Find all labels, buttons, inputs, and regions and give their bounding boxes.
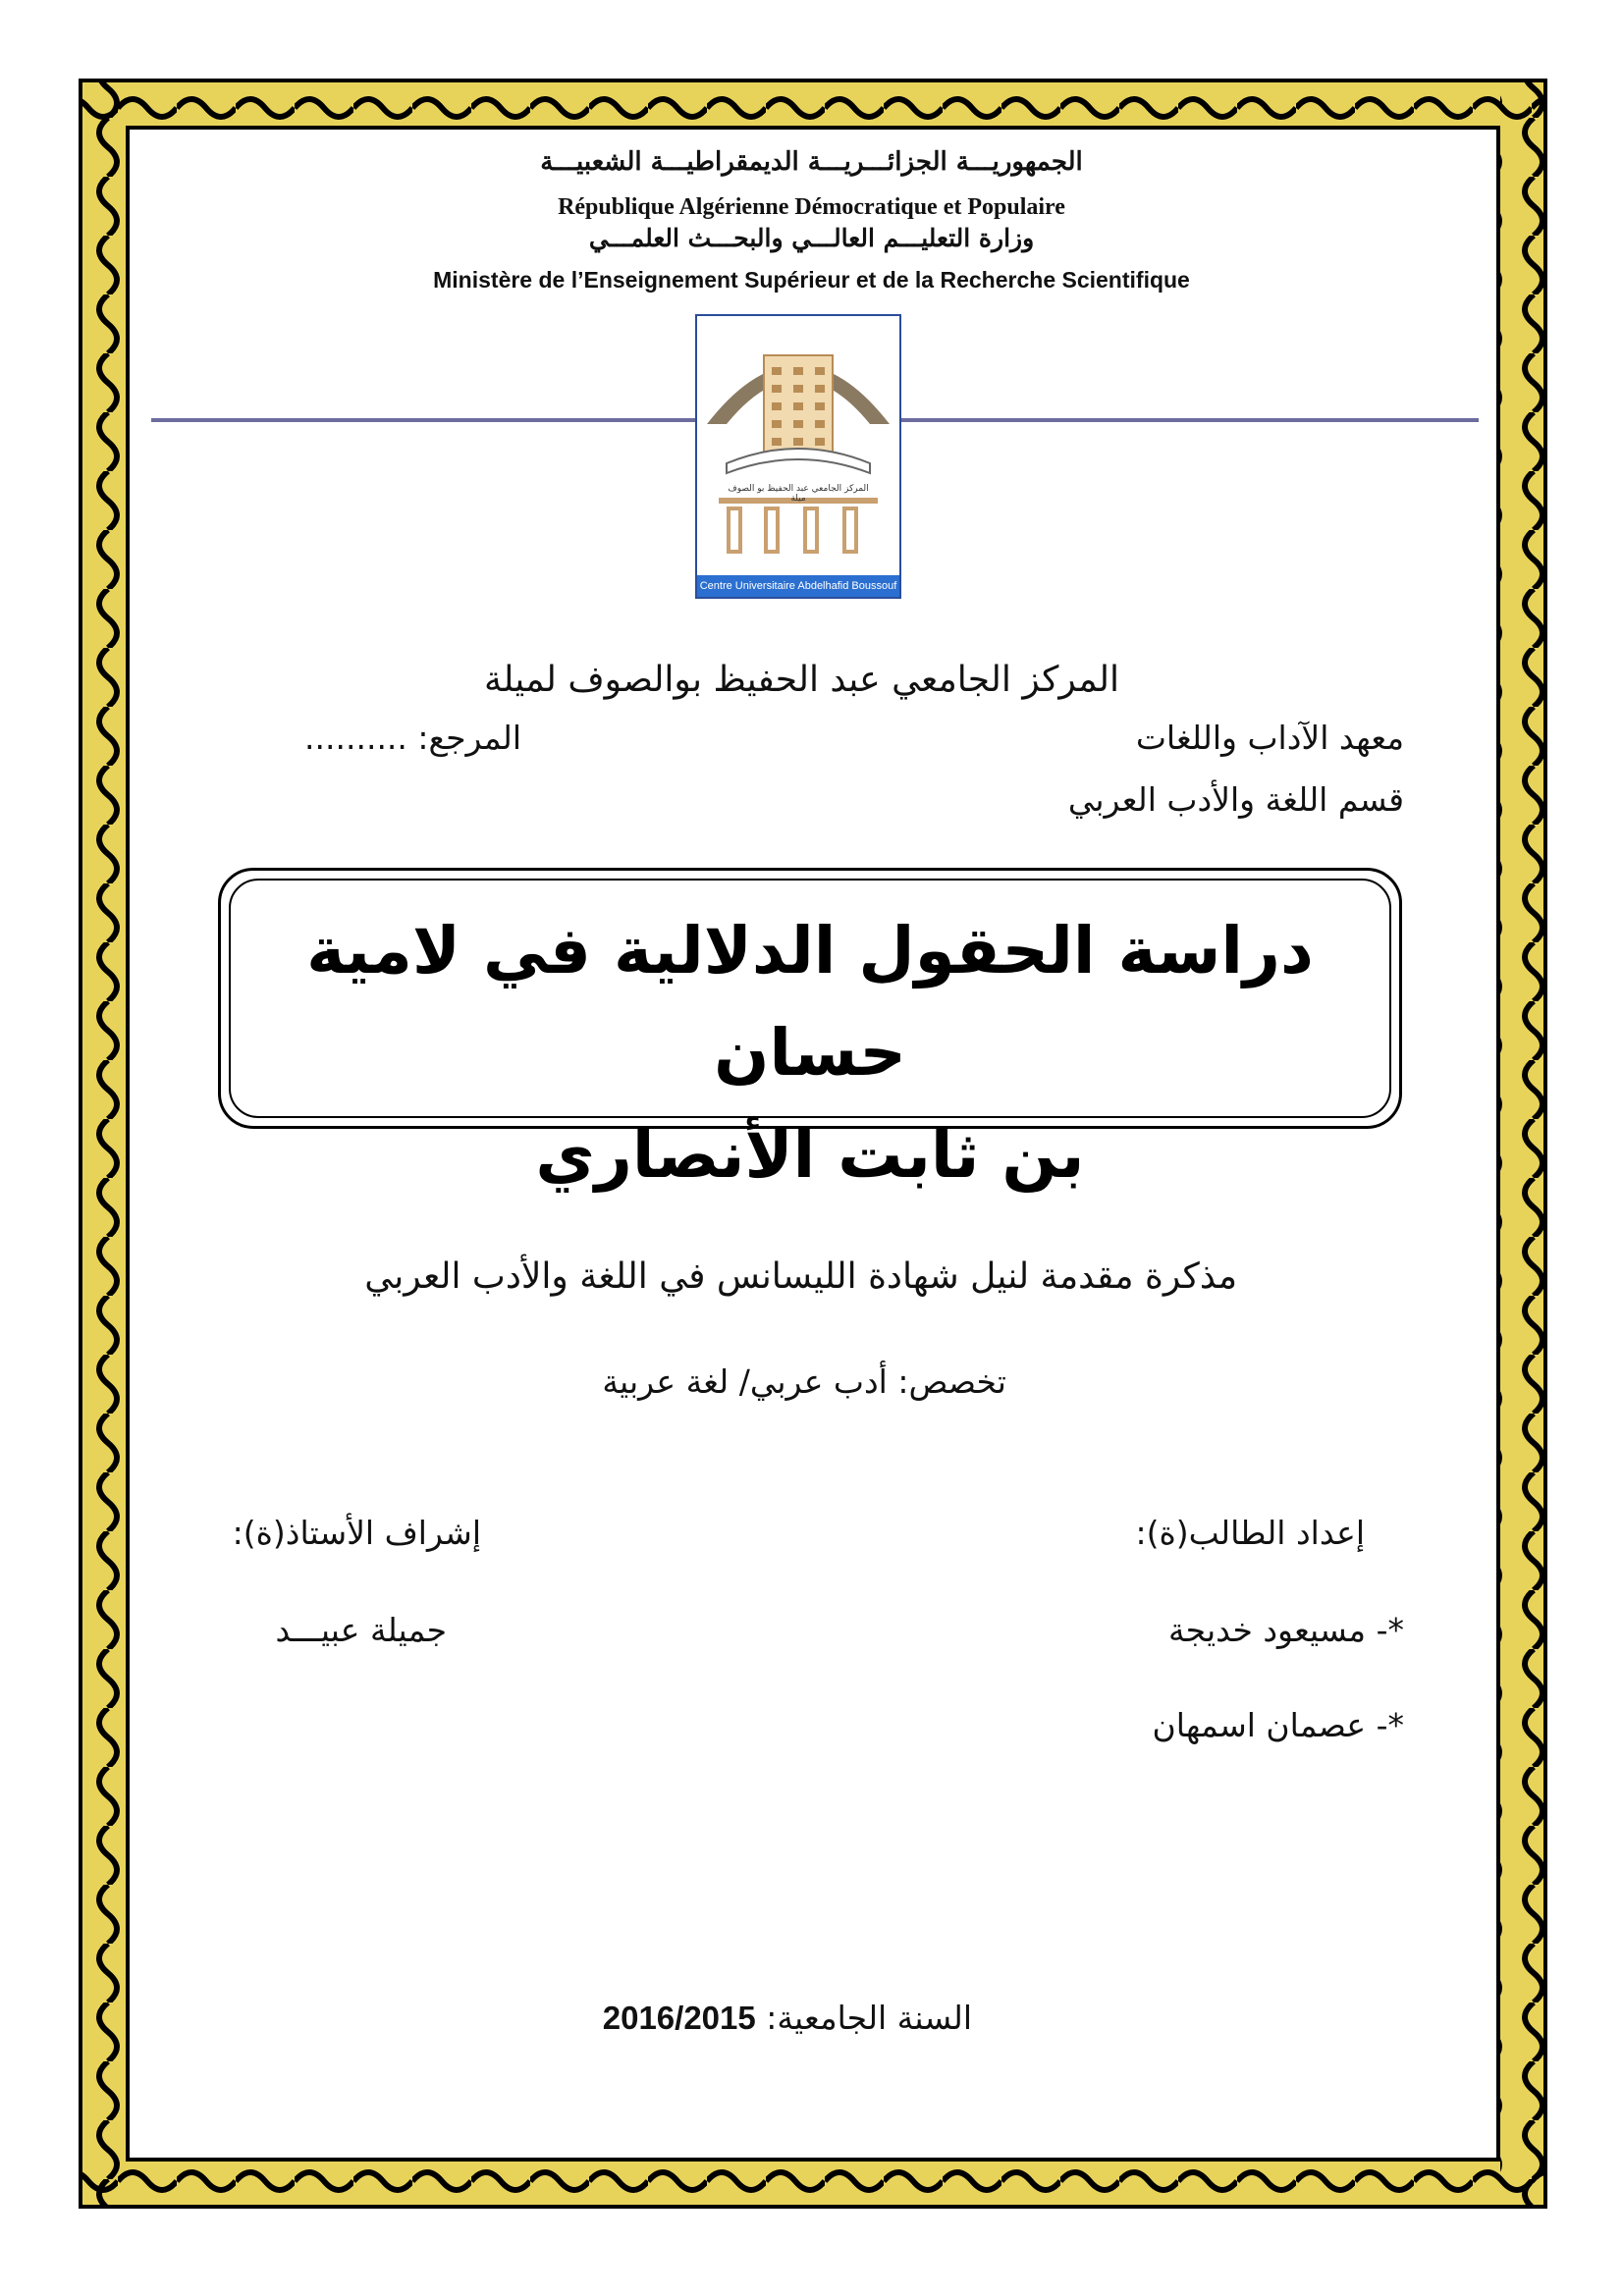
academic-year	[603, 1999, 972, 2037]
degree-statement: مذكرة مقدمة لنيل شهادة الليسانس في اللغة والأدب العربي	[364, 1256, 1237, 1297]
institute-name: معهد الآداب واللغات	[1135, 719, 1404, 757]
student-1: *- مسيعود خديجة	[1167, 1611, 1404, 1649]
university-name: المركز الجامعي عبد الحفيظ بوالصوف لميلة	[484, 660, 1119, 700]
thesis-title-box	[218, 868, 1402, 1193]
header-rule-left	[151, 418, 697, 422]
academic-year-value: 2016/2015	[602, 2000, 756, 2036]
logo-caption: Centre Universitaire Abdelhafid Boussouf Mila	[697, 575, 899, 597]
student-2: *- عصمان اسمهان	[1152, 1706, 1404, 1744]
building-arch-icon	[697, 316, 899, 577]
republic-arabic: الجمهوريـــة الجزائـــريـــة الديمقراطيـــة الشعبيـــة	[540, 147, 1083, 177]
thesis-title-line1: دراسة الحقول الدلالية في لامية حسان	[306, 913, 1314, 1091]
prepared-by-label: إعداد الطالب(ة):	[1135, 1514, 1365, 1552]
reference-field: المرجع: ..........	[304, 719, 521, 757]
academic-year-label: السنة الجامعية:	[766, 1999, 972, 2037]
ministry-arabic: وزارة التعليـــم العالـــي والبحـــث العلمـــي	[588, 224, 1035, 252]
university-logo	[695, 314, 901, 614]
thesis-title	[250, 900, 1370, 1206]
supervisor-label: إشراف الأستاذ(ة):	[232, 1514, 481, 1552]
logo-banner-text: المركز الجامعي عبد الحفيظ بو الصوف ميلة	[728, 484, 869, 504]
republic-french: République Algérienne Démocratique et Populaire	[558, 194, 1065, 220]
header-rule-right	[899, 418, 1479, 422]
supervisor-name: جميلة عبيـــد	[275, 1611, 447, 1649]
department-name: قسم اللغة والأدب العربي	[1067, 780, 1404, 819]
specialty: تخصص: أدب عربي/ لغة عربية	[602, 1362, 1006, 1401]
ministry-french: Ministère de l’Enseignement Supérieur et de la Recherche Scientifique	[433, 267, 1190, 293]
thesis-title-line2: بن ثابت الأنصاري	[535, 1117, 1085, 1193]
